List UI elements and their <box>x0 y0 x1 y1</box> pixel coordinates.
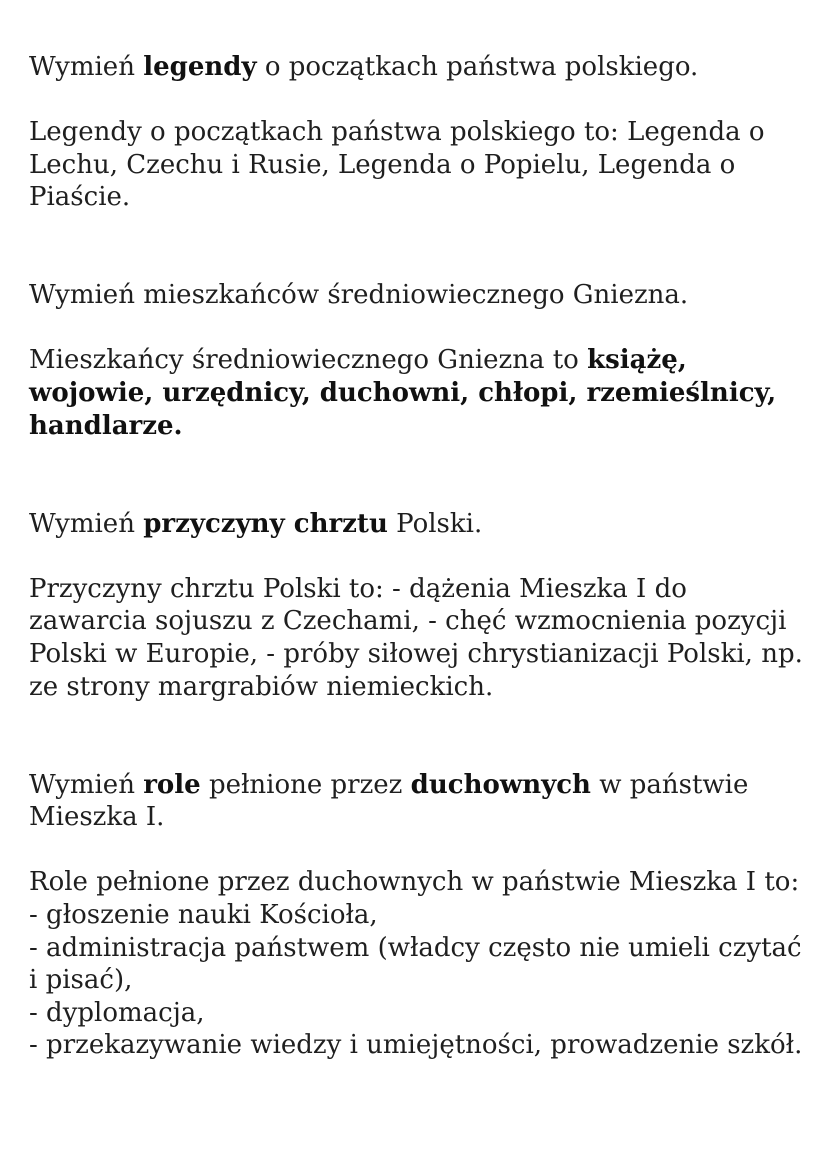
question-2: Wymień mieszkańców średniowiecznego Gniezna. <box>29 280 689 311</box>
document-page <box>29 51 809 1062</box>
list-item: - przekazywanie wiedzy i umiejętności, prowadzenie szkół. <box>29 1030 803 1061</box>
question-1-keyword: legendy <box>143 52 257 82</box>
question-4-keyword-clergy: duchownych <box>410 769 591 800</box>
answer-4 <box>29 866 809 1062</box>
answer-3: Przyczyny chrztu Polski to: - dążenia Mieszka I do zawarcia sojuszu z Czechami, - chęć wzmocnienia pozycji Polski w Europie, - próby siłowej chrystianizacji Polski, np. ze strony margrabiów niemieckich. <box>29 573 803 702</box>
question-1: Wymień legendy o początkach państwa polskiego. <box>29 52 699 82</box>
answer-4-intro: Role pełnione przez duchownych w państwie Mieszka I to: <box>29 867 800 898</box>
question-4-keyword-role: role <box>143 769 201 800</box>
list-item: - administracja państwem (władcy często nie umieli czytać i pisać), <box>29 932 802 996</box>
answer-1: Legendy o początkach państwa polskiego to: Legenda o Lechu, Czechu i Rusie, Legenda o Popielu, Legenda o Piaście. <box>29 117 765 213</box>
answer-2: Mieszkańcy średniowiecznego Gniezna to książę, wojowie, urzędnicy, duchowni, chłopi, rzemieślnicy, handlarze. <box>29 345 777 441</box>
list-item: - głoszenie nauki Kościoła, <box>29 900 378 930</box>
question-4: Wymień role pełnione przez duchownych w państwie Mieszka I. <box>29 769 749 833</box>
question-3-keyword: przyczyny chrztu <box>143 508 388 539</box>
list-item: - dyplomacja, <box>29 997 205 1028</box>
question-3: Wymień przyczyny chrztu Polski. <box>29 508 483 539</box>
answer-2-keywords: książę, wojowie, urzędnicy, duchowni, chłopi, rzemieślnicy, handlarze. <box>29 345 777 441</box>
